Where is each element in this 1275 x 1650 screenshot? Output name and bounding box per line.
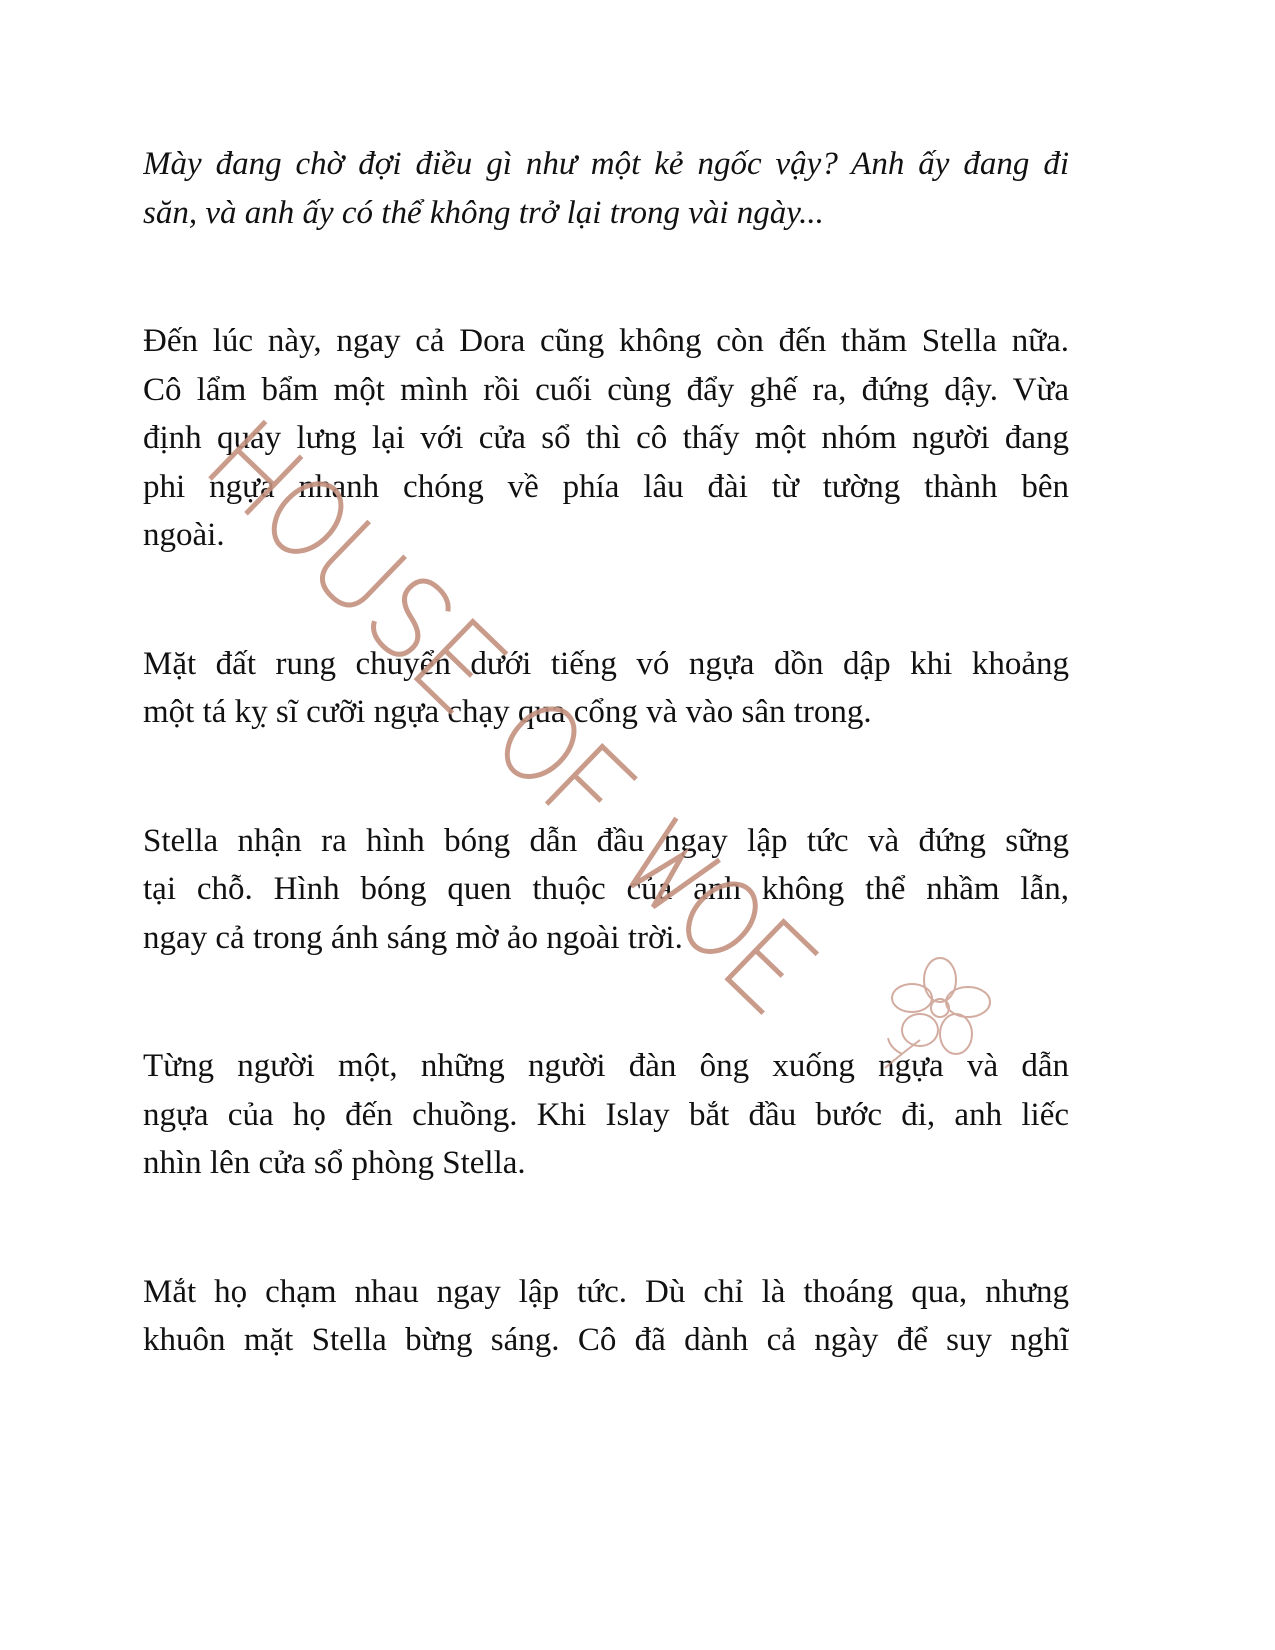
text-line: Mày đang chờ đợi điều gì như một kẻ ngốc vậy? Anh ấy đang đi bbox=[143, 146, 1069, 182]
paragraph bbox=[143, 140, 1069, 237]
paragraph bbox=[143, 817, 1069, 963]
text-line: Stella nhận ra hình bóng dẫn đầu ngay lập tức và đứng sững bbox=[143, 822, 1069, 859]
text-line: Mặt đất rung chuyển dưới tiếng vó ngựa dồn dập khi khoảng bbox=[143, 645, 1069, 682]
paragraph bbox=[143, 640, 1069, 737]
paragraph bbox=[143, 1268, 1069, 1365]
text-line: ngoài. bbox=[143, 517, 225, 553]
document-page bbox=[143, 140, 1069, 1445]
text-line: định quay lưng lại với cửa sổ thì cô thấy một nhóm người đang bbox=[143, 420, 1069, 456]
paragraph bbox=[143, 317, 1069, 560]
text-line: phi ngựa nhanh chóng về phía lâu đài từ tường thành bên bbox=[143, 468, 1069, 505]
text-line: khuôn mặt Stella bừng sáng. Cô đã dành cả ngày để suy nghĩ bbox=[143, 1322, 1069, 1358]
text-line: Cô lẩm bẩm một mình rồi cuối cùng đẩy ghế ra, đứng dậy. Vừa bbox=[143, 371, 1069, 408]
text-line: Mắt họ chạm nhau ngay lập tức. Dù chỉ là thoáng qua, nhưng bbox=[143, 1273, 1069, 1310]
paragraph bbox=[143, 1042, 1069, 1188]
text-line: một tá kỵ sĩ cưỡi ngựa chạy qua cổng và vào sân trong. bbox=[143, 694, 872, 730]
text-line: ngựa của họ đến chuồng. Khi Islay bắt đầu bước đi, anh liếc bbox=[143, 1096, 1069, 1133]
text-line: săn, và anh ấy có thể không trở lại trong vài ngày... bbox=[143, 194, 824, 231]
text-line: Đến lúc này, ngay cả Dora cũng không còn đến thăm Stella nữa. bbox=[143, 323, 1069, 359]
text-line: nhìn lên cửa sổ phòng Stella. bbox=[143, 1145, 526, 1181]
text-line: ngay cả trong ánh sáng mờ ảo ngoài trời. bbox=[143, 919, 683, 956]
text-line: tại chỗ. Hình bóng quen thuộc của anh không thể nhầm lẫn, bbox=[143, 871, 1069, 907]
text-line: Từng người một, những người đàn ông xuống ngựa và dẫn bbox=[143, 1048, 1069, 1084]
